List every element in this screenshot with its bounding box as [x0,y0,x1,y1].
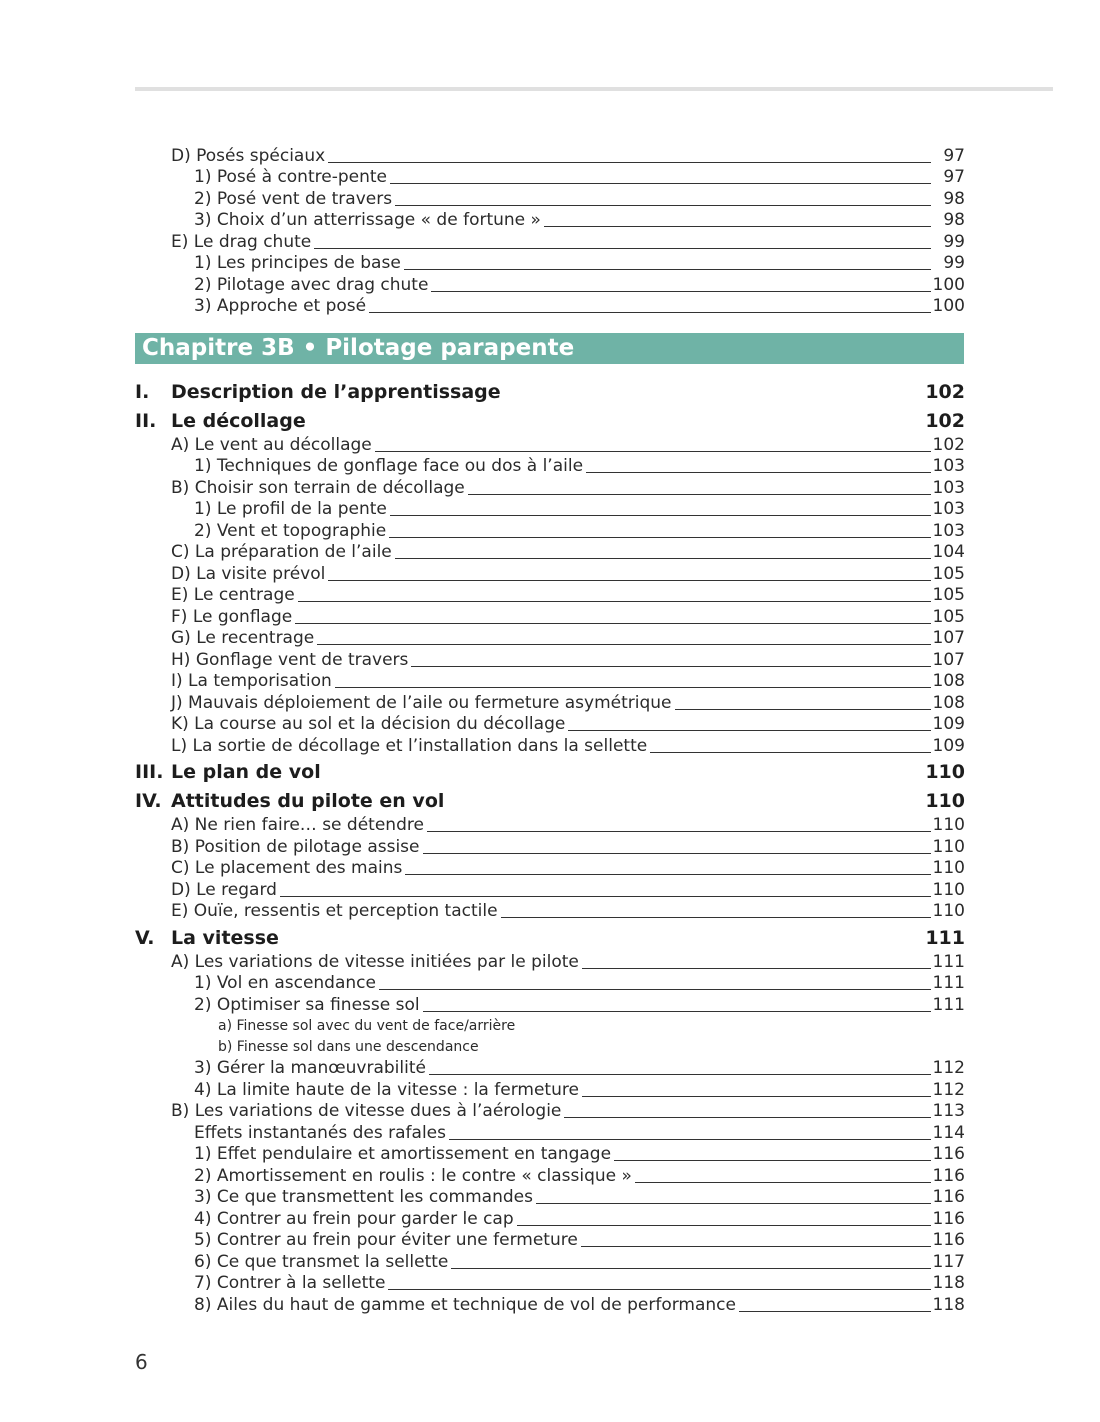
toc-entry-label: 6) Ce que transmet la sellette [194,1251,449,1272]
toc-entry-page: 111 [932,973,965,993]
toc-entry[interactable] [135,145,965,167]
toc-section-page: 110 [925,761,965,783]
toc-entry-label: 3) Approche et posé [194,296,367,316]
toc-section[interactable] [135,407,965,434]
toc-entry-label: 2) Pilotage avec drag chute [194,274,429,295]
toc-entry-label: 4) Contrer au frein pour garder le cap [194,1208,514,1229]
toc-entry-label: G) Le recentrage [171,628,315,648]
toc-entry-label: A) Les variations de vitesse initiées par le pilote [171,951,579,972]
toc-leader-line [568,730,930,731]
toc-entry-label: D) La visite prévol [171,563,326,584]
toc-entry-page: 105 [932,606,965,627]
toc-entry-page: 112 [932,1079,965,1100]
toc-entry-page: 110 [932,879,965,900]
toc-entry-label: 1) Le profil de la pente [194,499,387,519]
toc-leader-line [536,1203,931,1204]
toc-entry-label: B) Position de pilotage assise [171,836,420,857]
toc-entry-page: 100 [932,296,965,316]
toc-entry[interactable] [135,296,965,318]
toc-entry-label: 7) Contrer à la sellette [194,1273,386,1293]
toc-entry-page: 111 [932,994,965,1015]
toc-entry-page: 110 [932,836,965,857]
toc-entry[interactable] [135,499,965,521]
toc-section-number: I. [135,380,150,403]
toc-leader-line [614,1160,931,1161]
toc-section-title: La vitesse [171,926,279,949]
toc-leader-line [388,1289,930,1290]
toc-entry[interactable] [135,1101,965,1123]
toc-leader-line [404,269,931,270]
toc-section-title: Le décollage [171,409,306,432]
toc-section-number: V. [135,926,155,949]
toc-entry-label: D) Le regard [171,879,277,900]
chapter-banner [135,333,964,364]
toc-leader-line [335,687,931,688]
toc-entry[interactable] [135,1251,965,1273]
toc-section-number: IV. [135,790,162,812]
toc-entry-page: 108 [932,692,965,713]
toc-entry-label: 1) Posé à contre-pente [194,167,387,187]
toc-leader-line [314,248,931,249]
toc-entry[interactable] [135,1058,965,1080]
toc-section[interactable] [135,759,965,786]
toc-entry-label: H) Gonflage vent de travers [171,649,409,670]
toc-entry-page: 97 [943,167,965,187]
toc-entry-label: E) Le drag chute [171,231,312,252]
toc-leader-line [429,1074,931,1075]
toc-entry[interactable] [135,477,965,499]
toc-leader-line [517,1225,931,1226]
toc-entry-page: 110 [932,901,965,921]
toc-entry-label: E) Le centrage [171,585,295,605]
toc-entry-label: 1) Les principes de base [194,253,401,273]
toc-section-title: Attitudes du pilote en vol [171,790,445,812]
toc-entry-page: 113 [932,1101,965,1121]
toc-entry-page: 104 [932,542,965,562]
toc-entry-label: C) Le placement des mains [171,858,403,878]
toc-leader-line [449,1139,931,1140]
header-rule [135,87,1053,91]
toc-entry[interactable] [135,1079,965,1101]
toc-section-title: Description de l’apprentissage [171,380,501,403]
toc-leader-line [423,853,931,854]
toc-leader-line [581,1246,931,1247]
toc-entry[interactable] [135,231,965,253]
toc-entry-label: 1) Techniques de gonflage face ou dos à l’aile [194,456,584,476]
toc-entry-page: 116 [932,1230,965,1250]
toc-leader-line [586,472,931,473]
toc-section[interactable] [135,924,965,951]
toc-entry-label: 2) Amortissement en roulis : le contre « classique » [194,1165,632,1186]
toc-entry-page: 105 [932,563,965,584]
toc-entry-label: E) Ouïe, ressentis et perception tactile [171,901,498,921]
toc-entry[interactable] [135,1208,965,1230]
toc-entry-label: 5) Contrer au frein pour éviter une fermeture [194,1230,578,1250]
toc-entry-label: 2) Optimiser sa finesse sol [194,994,420,1015]
toc-entry[interactable] [135,210,965,232]
toc-entry-label: B) Les variations de vitesse dues à l’aérologie [171,1101,562,1121]
toc-leader-line [369,312,930,313]
toc-leader-line [582,968,931,969]
toc-leader-line [650,752,930,753]
toc-entry-label: 3) Choix d’un atterrissage « de fortune » [194,210,541,230]
toc-leader-line [468,494,931,495]
page-number: 6 [135,1350,148,1374]
toc-leader-line [423,1011,931,1012]
toc-entry[interactable] [135,1230,965,1252]
toc-entry-label: J) Mauvais déploiement de l’aile ou fermeture asymétrique [171,692,672,713]
toc-entry-page: 100 [932,274,965,295]
toc-entry[interactable] [135,253,965,275]
toc-leader-line [390,183,931,184]
toc-entry-page: 116 [932,1208,965,1229]
toc-leader-line [317,644,930,645]
toc-entry-label: 2) Vent et topographie [194,520,387,541]
toc-entry-label: A) Ne rien faire… se détendre [171,815,424,835]
toc-entry[interactable] [135,167,965,189]
toc-entry-page: 103 [932,456,965,476]
toc-entry-page: 108 [932,671,965,691]
toc-leader-line [582,1096,931,1097]
toc-entry[interactable] [135,1187,965,1209]
toc-entry[interactable] [135,1165,965,1187]
toc-entry[interactable] [135,585,965,607]
toc-entry[interactable] [135,1144,965,1166]
toc-entry[interactable] [135,994,965,1016]
toc-chapter-3b [135,376,965,1316]
toc-leader-line [280,896,931,897]
toc-leader-line [328,580,930,581]
toc-entry[interactable] [135,836,965,858]
toc-entry-label: L) La sortie de décollage et l’installation dans la sellette [171,735,648,756]
toc-entry-page: 103 [932,477,965,498]
toc-leader-line [739,1311,931,1312]
toc-leader-line [635,1182,931,1183]
toc-subentry: b) Finesse sol dans une descendance [218,1038,479,1055]
toc-entry-label: B) Choisir son terrain de décollage [171,477,465,498]
toc-previous-chapter [135,145,965,317]
toc-entry-label: Effets instantanés des rafales [194,1122,446,1143]
toc-entry[interactable] [135,858,965,880]
toc-section-title: Le plan de vol [171,761,321,783]
toc-section-number: III. [135,761,164,783]
toc-leader-line [411,666,930,667]
toc-entry[interactable] [135,671,965,693]
toc-entry-page: 97 [943,145,965,166]
toc-entry-page: 107 [932,628,965,648]
toc-leader-line [298,601,931,602]
toc-entry-page: 110 [932,815,965,835]
toc-section[interactable] [135,788,965,815]
toc-entry-label: 4) La limite haute de la vitesse : la fermeture [194,1079,579,1100]
toc-leader-line [389,537,930,538]
toc-leader-line [564,1117,930,1118]
toc-entry-page: 99 [943,253,965,273]
toc-entry[interactable] [135,520,965,542]
toc-entry-page: 109 [932,714,965,734]
toc-leader-line [379,989,931,990]
toc-entry-label: 1) Vol en ascendance [194,973,376,993]
toc-entry-page: 116 [932,1187,965,1207]
toc-section-page: 111 [925,926,965,949]
toc-entry[interactable] [135,735,965,757]
toc-entry-label: 3) Gérer la manœuvrabilité [194,1058,426,1078]
toc-entry[interactable] [135,188,965,210]
toc-section-page: 110 [925,790,965,812]
toc-entry-page: 103 [932,499,965,519]
toc-entry[interactable] [135,901,965,923]
toc-entry-label: K) La course au sol et la décision du décollage [171,714,566,734]
toc-entry[interactable] [135,951,965,973]
toc-entry[interactable] [135,1122,965,1144]
toc-leader-line [375,451,931,452]
toc-entry-label: A) Le vent au décollage [171,434,372,455]
toc-leader-line [431,291,930,292]
toc-entry-page: 112 [932,1058,965,1078]
toc-leader-line [675,709,931,710]
toc-leader-line [395,205,931,206]
toc-leader-line [405,874,930,875]
toc-subentry: a) Finesse sol avec du vent de face/arrière [218,1017,516,1034]
toc-section-page: 102 [925,409,965,432]
toc-entry[interactable] [135,973,965,995]
toc-section-number: II. [135,409,157,432]
toc-leader-line [544,226,931,227]
toc-leader-line [395,558,931,559]
toc-entry[interactable] [135,434,965,456]
toc-entry-page: 114 [932,1122,965,1143]
toc-entry-label: 8) Ailes du haut de gamme et technique de vol de performance [194,1294,736,1315]
toc-leader-line [501,917,931,918]
toc-entry[interactable] [135,1294,965,1316]
toc-entry[interactable] [135,649,965,671]
toc-entry-page: 118 [932,1294,965,1315]
toc-entry-page: 116 [932,1165,965,1186]
toc-entry-label: D) Posés spéciaux [171,145,326,166]
toc-entry-page: 117 [932,1251,965,1272]
toc-entry-label: 2) Posé vent de travers [194,188,393,209]
toc-entry[interactable] [135,542,965,564]
toc-entry[interactable] [135,606,965,628]
toc-entry-label: 3) Ce que transmettent les commandes [194,1187,533,1207]
toc-entry[interactable] [135,879,965,901]
toc-entry-page: 99 [943,231,965,252]
toc-entry-page: 102 [932,434,965,455]
toc-entry[interactable] [135,714,965,736]
toc-leader-line [295,623,930,624]
toc-entry-page: 110 [932,858,965,878]
toc-section[interactable] [135,378,965,405]
toc-entry[interactable] [135,815,965,837]
toc-leader-line [427,831,931,832]
chapter-title: Chapitre 3B • Pilotage parapente [142,335,575,361]
toc-entry[interactable] [135,1273,965,1295]
toc-leader-line [390,515,931,516]
toc-entry-page: 118 [932,1273,965,1293]
toc-entry-page: 103 [932,520,965,541]
toc-entry[interactable] [135,274,965,296]
toc-entry[interactable] [135,628,965,650]
toc-entry-page: 107 [932,649,965,670]
toc-entry-page: 109 [932,735,965,756]
toc-leader-line [451,1268,930,1269]
toc-leader-line [328,162,931,163]
toc-entry[interactable] [135,563,965,585]
toc-entry[interactable] [135,692,965,714]
toc-entry-page: 98 [943,188,965,209]
toc-entry-page: 98 [943,210,965,230]
toc-entry-page: 111 [932,951,965,972]
toc-entry-page: 116 [932,1144,965,1164]
toc-section-page: 102 [925,380,965,403]
toc-entry[interactable] [135,456,965,478]
toc-entry-label: 1) Effet pendulaire et amortissement en tangage [194,1144,612,1164]
toc-entry-label: C) La préparation de l’aile [171,542,392,562]
toc-entry-label: F) Le gonflage [171,606,293,627]
toc-entry-label: I) La temporisation [171,671,332,691]
toc-entry-page: 105 [932,585,965,605]
